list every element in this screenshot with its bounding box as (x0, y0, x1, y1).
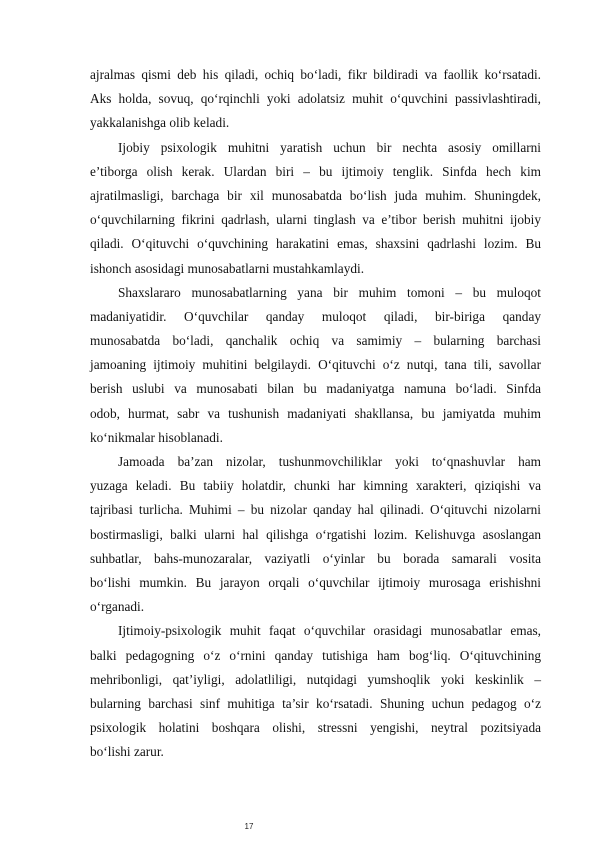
text-line: e’tiborga olish kerak. Ulardan biri – bu ijtimoiy tenglik. Sinfda hech kim (90, 163, 541, 179)
text-line: Shaxslararo munosabatlarning yana bir muhim tomoni – bu muloqot (118, 284, 541, 300)
text-line: ajralmas qismi deb his qiladi, ochiq bo‘ladi, fikr bildiradi va faollik ko‘rsatadi. (90, 67, 541, 82)
text-line: madaniyatidir. O‘quvchilar qanday muloqot qiladi, bir-biriga qanday (90, 308, 541, 324)
text-line: Ijtimoiy-psixologik muhit faqat o‘quvchilar orasidagi munosabatlar emas, (118, 623, 541, 639)
paragraph (90, 619, 541, 764)
text-line: ko‘nikmalar hisoblanadi. (90, 429, 223, 445)
text-line: suhbatlar, bahs-munozaralar, vaziyatli o‘yinlar bu borada samarali vosita (90, 550, 541, 566)
text-line: o‘quvchilarning fikrini qadrlash, ularni tinglash va e’tibor berish muhitni ijobiy (90, 212, 541, 228)
text-line: balki pedagogning o‘z o‘rnini qanday tutishiga ham bog‘liq. O‘qituvchining (90, 647, 541, 663)
paragraph (90, 136, 541, 281)
paragraph (90, 281, 541, 450)
text-line: qiladi. O‘qituvchi o‘quvchining harakatini emas, shaxsini qadrlashi lozim. Bu (90, 236, 541, 252)
text-line: bularning barchasi sinf muhitiga ta’sir ko‘rsatadi. Shuning uchun pedagog o‘z (90, 695, 541, 711)
text-line: yuzaga keladi. Bu tabiiy holatdir, chunki har kimning xarakteri, qiziqishi va (90, 478, 541, 494)
paragraph (90, 450, 541, 619)
text-line: Ijobiy psixologik muhitni yaratish uchun bir nechta asosiy omillarni (118, 139, 541, 155)
text-line: odob, hurmat, sabr va tushunish madaniyati shakllansa, bu jamiyatda muhim (90, 405, 541, 421)
text-line: yakkalanishga olib keladi. (90, 115, 230, 131)
text-line: tajribasi turlicha. Muhimi – bu nizolar qanday hal qilinadi. O‘qituvchi nizolarni (90, 502, 541, 518)
body-text (90, 63, 541, 764)
paragraph (90, 63, 541, 136)
text-line: ajratilmasligi, barchaga bir xil munosabatda bo‘lish juda muhim. Shuningdek, (90, 187, 541, 203)
text-line: berish uslubi va munosabati bilan bu madaniyatga namuna bo‘ladi. Sinfda (90, 381, 541, 397)
text-line: jamoaning ijtimoiy muhitini belgilaydi. O‘qituvchi o‘z nutqi, tana tili, savollar (90, 357, 541, 373)
text-line: psixologik holatini boshqara olishi, stressni yengishi, neytral pozitsiyada (90, 720, 541, 736)
text-line: Aks holda, sovuq, qo‘rqinchli yoki adolatsiz muhit o‘quvchini passivlashtiradi, (90, 91, 541, 107)
text-line: bo‘lishi zarur. (90, 744, 164, 760)
text-line: Jamoada ba’zan nizolar, tushunmovchiliklar yoki to‘qnashuvlar ham (118, 454, 541, 469)
text-line: o‘rganadi. (90, 599, 145, 615)
text-line: mehribonligi, qat’iyligi, adolatliligi, nutqidagi yumshoqlik yoki keskinlik – (90, 671, 541, 687)
text-line: bo‘lishi mumkin. Bu jarayon orqali o‘quvchilar ijtimoiy murosaga erishishni (90, 574, 541, 590)
page-number: 17 (244, 822, 254, 831)
text-line: ishonch asosidagi munosabatlarni mustahkamlaydi. (90, 260, 365, 276)
text-line: bostirmasligi, balki ularni hal qilishga o‘rgatishi lozim. Kelishuvga asoslangan (90, 526, 541, 542)
text-line: munosabatda bo‘ladi, qanchalik ochiq va samimiy – bularning barchasi (90, 333, 541, 349)
